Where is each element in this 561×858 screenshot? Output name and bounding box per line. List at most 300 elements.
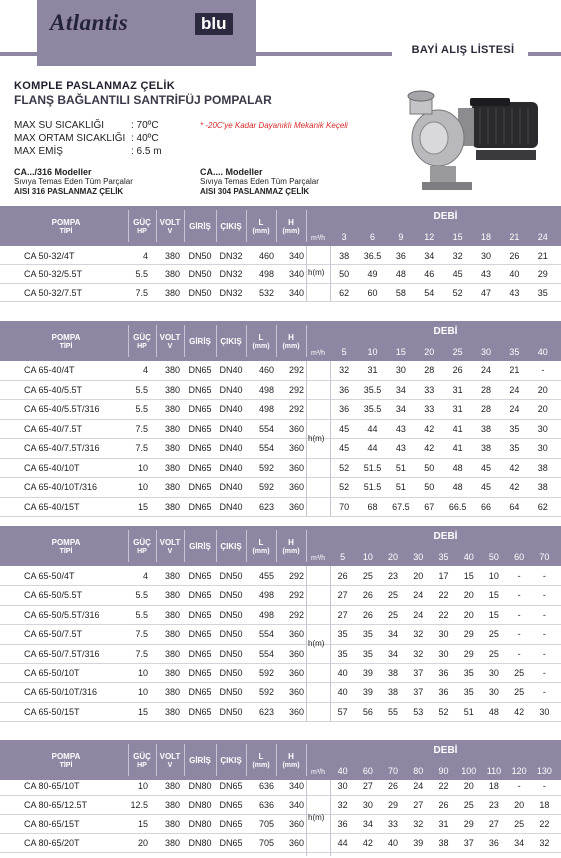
table-header bbox=[0, 526, 561, 566]
column-header-text: TİPİ bbox=[59, 548, 73, 555]
flow-value: 40 bbox=[537, 347, 548, 357]
flow-value: 25 bbox=[452, 347, 463, 357]
column-header bbox=[128, 538, 156, 556]
length-l: 498 bbox=[258, 609, 274, 620]
column-header-text: TİPİ bbox=[59, 762, 73, 769]
power-hp: 15 bbox=[137, 819, 148, 829]
column-divider bbox=[306, 566, 307, 721]
table-row bbox=[0, 703, 561, 721]
head-value: 42 bbox=[509, 462, 520, 473]
spec-value: : 6.5 m bbox=[131, 146, 162, 157]
head-value: 67 bbox=[424, 501, 435, 512]
head-value: 38 bbox=[537, 462, 548, 473]
voltage: 380 bbox=[164, 287, 180, 298]
voltage: 380 bbox=[164, 668, 180, 678]
head-value: 35 bbox=[337, 648, 348, 659]
flow-value: 24 bbox=[537, 232, 548, 242]
outlet: DN65 bbox=[219, 819, 243, 829]
height-h: 292 bbox=[288, 384, 304, 395]
brand-badge: blu bbox=[195, 13, 233, 35]
spec-label: MAX SU SICAKLIĞI bbox=[14, 120, 105, 131]
column-header bbox=[0, 538, 132, 556]
head-value: 36 bbox=[339, 404, 350, 414]
flow-value: 15 bbox=[452, 232, 463, 242]
column-header-text: HP bbox=[137, 228, 147, 235]
head-value: 35 bbox=[337, 629, 348, 640]
column-header-text: GÜÇ bbox=[133, 752, 151, 761]
flow-value: 110 bbox=[486, 766, 502, 776]
power-hp: 10 bbox=[137, 462, 148, 473]
outlet: DN40 bbox=[219, 501, 243, 512]
power-hp: 10 bbox=[137, 668, 148, 678]
inlet: DN65 bbox=[188, 404, 212, 414]
head-value: 41 bbox=[452, 423, 463, 434]
voltage: 380 bbox=[164, 501, 180, 512]
header-divider bbox=[246, 530, 247, 562]
head-value: 48 bbox=[488, 706, 499, 717]
column-header-text: (mm) bbox=[282, 228, 300, 235]
head-value: 30 bbox=[438, 648, 449, 659]
debi-header: DEBİ bbox=[433, 326, 458, 337]
head-value: 25 bbox=[388, 609, 399, 620]
voltage: 380 bbox=[164, 251, 180, 261]
inlet: DN50 bbox=[188, 251, 212, 261]
header-divider bbox=[156, 325, 157, 357]
flow-value: 5 bbox=[341, 347, 347, 357]
head-value: 57 bbox=[337, 706, 348, 717]
column-divider bbox=[306, 780, 307, 856]
table-row bbox=[0, 625, 561, 643]
header-divider bbox=[156, 210, 157, 242]
head-value: 53 bbox=[413, 706, 424, 717]
head-value: 55 bbox=[388, 706, 399, 717]
inlet: DN65 bbox=[188, 706, 212, 717]
outlet: DN65 bbox=[219, 838, 243, 848]
brand-name: Atlantis bbox=[50, 10, 129, 35]
voltage: 380 bbox=[164, 781, 180, 791]
head-value: 25 bbox=[514, 668, 525, 678]
head-value: 50 bbox=[339, 269, 350, 280]
head-value: 33 bbox=[388, 819, 399, 829]
column-header-text: POMPA bbox=[51, 538, 81, 547]
header-divider bbox=[246, 744, 247, 776]
column-header bbox=[128, 218, 156, 236]
head-value: 31 bbox=[367, 365, 378, 375]
column-header bbox=[276, 218, 306, 236]
flow-value: 10 bbox=[362, 552, 373, 562]
head-value: 35 bbox=[362, 648, 373, 659]
head-value: 30 bbox=[539, 706, 550, 717]
pump-model: CA 80-65/12.5T bbox=[24, 800, 88, 810]
pump-model: CA 65-40/7.5T/316 bbox=[24, 443, 100, 453]
head-value: 27 bbox=[337, 609, 348, 620]
column-header-text: GİRİŞ bbox=[189, 542, 211, 551]
height-h: 360 bbox=[288, 668, 304, 678]
head-value: 60 bbox=[367, 287, 378, 298]
flow-value: 12 bbox=[424, 232, 435, 242]
head-value: 70 bbox=[339, 501, 350, 512]
head-value: 38 bbox=[388, 668, 399, 678]
table-row bbox=[0, 439, 561, 457]
inlet: DN65 bbox=[188, 629, 212, 640]
head-value: 21 bbox=[537, 251, 548, 261]
length-l: 592 bbox=[258, 687, 274, 698]
head-value: 48 bbox=[452, 462, 463, 473]
head-value: 29 bbox=[463, 648, 474, 659]
outlet: DN40 bbox=[219, 384, 243, 395]
voltage: 380 bbox=[164, 404, 180, 414]
inlet: DN65 bbox=[188, 668, 212, 678]
column-divider bbox=[306, 361, 307, 517]
inlet: DN65 bbox=[188, 648, 212, 659]
head-value: 37 bbox=[463, 838, 474, 848]
voltage: 380 bbox=[164, 384, 180, 395]
flow-unit: m³/h bbox=[311, 555, 325, 562]
head-value: 43 bbox=[509, 287, 520, 298]
head-value: 51 bbox=[395, 482, 406, 492]
column-header-text: ÇIKIŞ bbox=[220, 222, 242, 231]
pump-model: CA 65-40/5.5T/316 bbox=[24, 404, 100, 414]
head-value: 38 bbox=[438, 838, 449, 848]
outlet: DN65 bbox=[219, 781, 243, 791]
pump-model: CA 65-40/10T/316 bbox=[24, 482, 98, 492]
head-value: 36 bbox=[438, 687, 449, 698]
head-value: 42 bbox=[509, 482, 520, 492]
head-value: - bbox=[517, 571, 521, 581]
length-l: 460 bbox=[258, 365, 274, 375]
pump-model: CA 80-65/20T bbox=[24, 838, 80, 848]
column-header-text: GÜÇ bbox=[133, 538, 151, 547]
model-line: Sıvıya Temas Eden Tüm Parçalar bbox=[14, 177, 133, 186]
pump-model: CA 65-50/10T bbox=[24, 668, 80, 678]
column-header-text: L bbox=[258, 538, 264, 547]
spec-label: MAX ORTAM SICAKLIĞI bbox=[14, 133, 126, 144]
pump-model: CA 65-40/7.5T bbox=[24, 423, 83, 434]
power-hp: 5.5 bbox=[135, 269, 148, 280]
length-l: 636 bbox=[258, 781, 274, 791]
column-header-text: H bbox=[288, 333, 294, 342]
head-value: 43 bbox=[395, 423, 406, 434]
column-header-text: TİPİ bbox=[59, 343, 73, 350]
head-value: 42 bbox=[514, 706, 525, 717]
outlet: DN65 bbox=[219, 800, 243, 810]
page-header bbox=[0, 0, 561, 66]
flow-value: 50 bbox=[488, 552, 499, 562]
length-l: 498 bbox=[258, 404, 274, 414]
head-value: 34 bbox=[395, 404, 406, 414]
head-value: 51 bbox=[395, 462, 406, 473]
head-value: 45 bbox=[339, 423, 350, 434]
power-hp: 5.5 bbox=[135, 404, 148, 414]
head-value: 49 bbox=[367, 269, 378, 280]
head-value: 29 bbox=[463, 819, 474, 829]
head-value: 20 bbox=[537, 384, 548, 395]
head-value: 38 bbox=[339, 251, 350, 261]
outlet: DN50 bbox=[219, 571, 243, 581]
head-value: - bbox=[542, 687, 546, 698]
debi-header: DEBİ bbox=[433, 211, 458, 222]
column-divider bbox=[330, 780, 331, 856]
outlet: DN32 bbox=[219, 287, 243, 298]
column-header bbox=[184, 756, 216, 765]
inlet: DN50 bbox=[188, 269, 212, 280]
column-header-text: L bbox=[258, 333, 264, 342]
inlet: DN65 bbox=[188, 590, 212, 601]
head-value: 48 bbox=[395, 269, 406, 280]
inlet: DN65 bbox=[188, 462, 212, 473]
column-header-text: V bbox=[167, 228, 173, 235]
flow-value: 10 bbox=[367, 347, 378, 357]
head-value: 33 bbox=[424, 384, 435, 395]
voltage: 380 bbox=[164, 482, 180, 492]
head-value: - bbox=[542, 590, 546, 601]
head-value: 26 bbox=[337, 571, 348, 581]
pump-model: CA 65-50/5.5T bbox=[24, 590, 83, 601]
table-row bbox=[0, 664, 561, 682]
power-hp: 5.5 bbox=[135, 609, 148, 620]
pump-model: CA 65-50/7.5T bbox=[24, 629, 83, 640]
header-divider bbox=[246, 210, 247, 242]
column-header bbox=[246, 538, 276, 556]
height-h: 340 bbox=[288, 287, 304, 298]
column-header-text: H bbox=[288, 752, 294, 761]
height-h: 360 bbox=[288, 482, 304, 492]
head-value: 45 bbox=[481, 462, 492, 473]
head-value: 30 bbox=[337, 781, 348, 791]
table-row bbox=[0, 645, 561, 663]
flow-value: 15 bbox=[395, 347, 406, 357]
column-header-text: V bbox=[167, 762, 173, 769]
head-value: 52 bbox=[339, 462, 350, 473]
voltage: 380 bbox=[164, 800, 180, 810]
table-row bbox=[0, 478, 561, 496]
column-header-text: V bbox=[167, 343, 173, 350]
head-value: 28 bbox=[481, 384, 492, 395]
head-value: 66.5 bbox=[448, 501, 467, 512]
head-value: 17 bbox=[438, 571, 449, 581]
header-divider bbox=[156, 744, 157, 776]
table-row bbox=[0, 247, 561, 265]
outlet: DN32 bbox=[219, 269, 243, 280]
column-header-text: (mm) bbox=[252, 228, 270, 235]
table-row bbox=[0, 567, 561, 585]
head-value: 18 bbox=[539, 800, 550, 810]
table-header bbox=[0, 321, 561, 361]
flow-value: 20 bbox=[424, 347, 435, 357]
length-l: 554 bbox=[258, 629, 274, 640]
outlet: DN50 bbox=[219, 687, 243, 698]
column-header-text: POMPA bbox=[51, 218, 81, 227]
spec-item bbox=[14, 119, 204, 132]
column-header bbox=[276, 752, 306, 770]
head-value: 34 bbox=[388, 629, 399, 640]
table-row bbox=[0, 498, 561, 516]
table-header bbox=[0, 740, 561, 780]
header-divider bbox=[276, 325, 277, 357]
head-value: 44 bbox=[367, 443, 378, 453]
column-header-text: HP bbox=[137, 548, 147, 555]
head-value: 30 bbox=[488, 687, 499, 698]
head-value: 32 bbox=[413, 648, 424, 659]
voltage: 380 bbox=[164, 687, 180, 698]
height-h: 340 bbox=[288, 269, 304, 280]
head-value: 38 bbox=[481, 423, 492, 434]
table-row bbox=[0, 796, 561, 814]
spec-item bbox=[14, 132, 204, 145]
pump-model: CA 65-50/7.5T/316 bbox=[24, 648, 100, 659]
flow-value: 30 bbox=[481, 347, 492, 357]
pump-model: CA 50-32/7.5T bbox=[24, 287, 83, 298]
head-value: 35 bbox=[537, 287, 548, 298]
row-separator bbox=[0, 721, 561, 722]
outlet: DN40 bbox=[219, 443, 243, 453]
debi-header: DEBİ bbox=[433, 531, 458, 542]
height-h: 360 bbox=[288, 819, 304, 829]
head-value: 23 bbox=[388, 571, 399, 581]
pump-illustration bbox=[400, 84, 550, 194]
head-value: - bbox=[542, 629, 546, 640]
column-header-text: VOLT bbox=[159, 333, 181, 342]
height-h: 340 bbox=[288, 800, 304, 810]
voltage: 380 bbox=[164, 365, 180, 375]
header-divider bbox=[216, 530, 217, 562]
head-value: 48 bbox=[452, 482, 463, 492]
flow-value: 5 bbox=[340, 552, 346, 562]
table-row bbox=[0, 606, 561, 624]
height-h: 360 bbox=[288, 648, 304, 659]
header-rule bbox=[0, 52, 37, 56]
title-line-1: KOMPLE PASLANMAZ ÇELİK bbox=[14, 80, 176, 92]
head-value: 26 bbox=[509, 251, 520, 261]
outlet: DN50 bbox=[219, 629, 243, 640]
column-header bbox=[276, 333, 306, 351]
head-value: 15 bbox=[463, 571, 474, 581]
head-value: 35.5 bbox=[363, 404, 382, 414]
head-value: 26 bbox=[438, 800, 449, 810]
column-divider bbox=[330, 361, 331, 517]
column-header bbox=[246, 218, 276, 236]
flow-value: 90 bbox=[438, 766, 449, 776]
head-value: - bbox=[517, 629, 521, 640]
flow-unit: m³/h bbox=[311, 350, 325, 357]
power-hp: 10 bbox=[137, 687, 148, 698]
column-header-text: GİRİŞ bbox=[189, 222, 211, 231]
height-h: 340 bbox=[288, 251, 304, 261]
head-value: 43 bbox=[395, 443, 406, 453]
power-hp: 7.5 bbox=[135, 648, 148, 659]
column-header-text: GÜÇ bbox=[133, 218, 151, 227]
column-header-text: POMPA bbox=[51, 333, 81, 342]
column-header-text: H bbox=[288, 218, 294, 227]
head-unit: h(m) bbox=[308, 434, 325, 443]
head-value: 20 bbox=[514, 800, 525, 810]
length-l: 623 bbox=[258, 501, 274, 512]
head-value: - bbox=[542, 571, 546, 581]
head-value: 36.5 bbox=[363, 251, 382, 261]
pump-model: CA 65-50/10T/316 bbox=[24, 687, 98, 698]
header-divider bbox=[276, 210, 277, 242]
column-header-text: TİPİ bbox=[59, 228, 73, 235]
height-h: 360 bbox=[288, 462, 304, 473]
head-value: 30 bbox=[362, 800, 373, 810]
voltage: 380 bbox=[164, 819, 180, 829]
head-value: 45 bbox=[481, 482, 492, 492]
power-hp: 4 bbox=[142, 251, 148, 261]
head-value: 32 bbox=[413, 629, 424, 640]
head-value: 29 bbox=[388, 800, 399, 810]
flow-value: 40 bbox=[337, 766, 348, 776]
head-value: 32 bbox=[337, 800, 348, 810]
column-divider bbox=[306, 246, 307, 301]
head-value: 24 bbox=[481, 365, 492, 375]
length-l: 636 bbox=[258, 800, 274, 810]
head-value: 58 bbox=[395, 287, 406, 298]
power-hp: 12.5 bbox=[130, 800, 148, 810]
row-separator bbox=[0, 516, 561, 517]
pump-model: CA 65-50/5.5T/316 bbox=[24, 609, 100, 620]
length-l: 455 bbox=[258, 571, 274, 581]
height-h: 360 bbox=[288, 687, 304, 698]
head-value: 18 bbox=[488, 781, 499, 791]
column-header-text: L bbox=[258, 752, 264, 761]
header-divider bbox=[216, 210, 217, 242]
voltage: 380 bbox=[164, 648, 180, 659]
outlet: DN40 bbox=[219, 462, 243, 473]
length-l: 554 bbox=[258, 423, 274, 434]
head-value: 36 bbox=[339, 384, 350, 395]
head-value: 36 bbox=[395, 251, 406, 261]
model-head: CA.../316 Modeller bbox=[14, 167, 92, 177]
head-value: 25 bbox=[362, 571, 373, 581]
head-value: 35 bbox=[509, 443, 520, 453]
head-value: 38 bbox=[537, 482, 548, 492]
head-value: 51 bbox=[463, 706, 474, 717]
header-divider bbox=[128, 530, 129, 562]
column-header-text: ÇIKIŞ bbox=[220, 756, 242, 765]
table-row bbox=[0, 420, 561, 438]
inlet: DN50 bbox=[188, 287, 212, 298]
header-divider bbox=[128, 210, 129, 242]
column-header bbox=[216, 337, 246, 346]
flow-value: 60 bbox=[362, 766, 373, 776]
column-header bbox=[156, 752, 184, 770]
column-header-text: ÇIKIŞ bbox=[220, 542, 242, 551]
column-header bbox=[276, 538, 306, 556]
length-l: 623 bbox=[258, 706, 274, 717]
header-rule bbox=[256, 52, 392, 56]
flow-value: 9 bbox=[398, 232, 404, 242]
voltage: 380 bbox=[164, 423, 180, 434]
height-h: 292 bbox=[288, 609, 304, 620]
head-value: 36 bbox=[438, 668, 449, 678]
column-header-text: (mm) bbox=[252, 548, 270, 555]
model-head: CA.... Modeller bbox=[200, 167, 263, 177]
outlet: DN40 bbox=[219, 423, 243, 434]
height-h: 360 bbox=[288, 629, 304, 640]
head-value: 35 bbox=[463, 668, 474, 678]
column-header-text: VOLT bbox=[159, 538, 181, 547]
inlet: DN65 bbox=[188, 384, 212, 395]
head-value: 30 bbox=[481, 251, 492, 261]
spec-item bbox=[14, 145, 204, 158]
head-value: 25 bbox=[388, 590, 399, 601]
head-value: 68 bbox=[367, 501, 378, 512]
head-value: 45 bbox=[452, 269, 463, 280]
model-material: AISI 316 PASLANMAZ ÇELİK bbox=[14, 187, 124, 196]
table-row bbox=[0, 265, 561, 283]
head-value: 46 bbox=[424, 269, 435, 280]
power-hp: 15 bbox=[137, 706, 148, 717]
